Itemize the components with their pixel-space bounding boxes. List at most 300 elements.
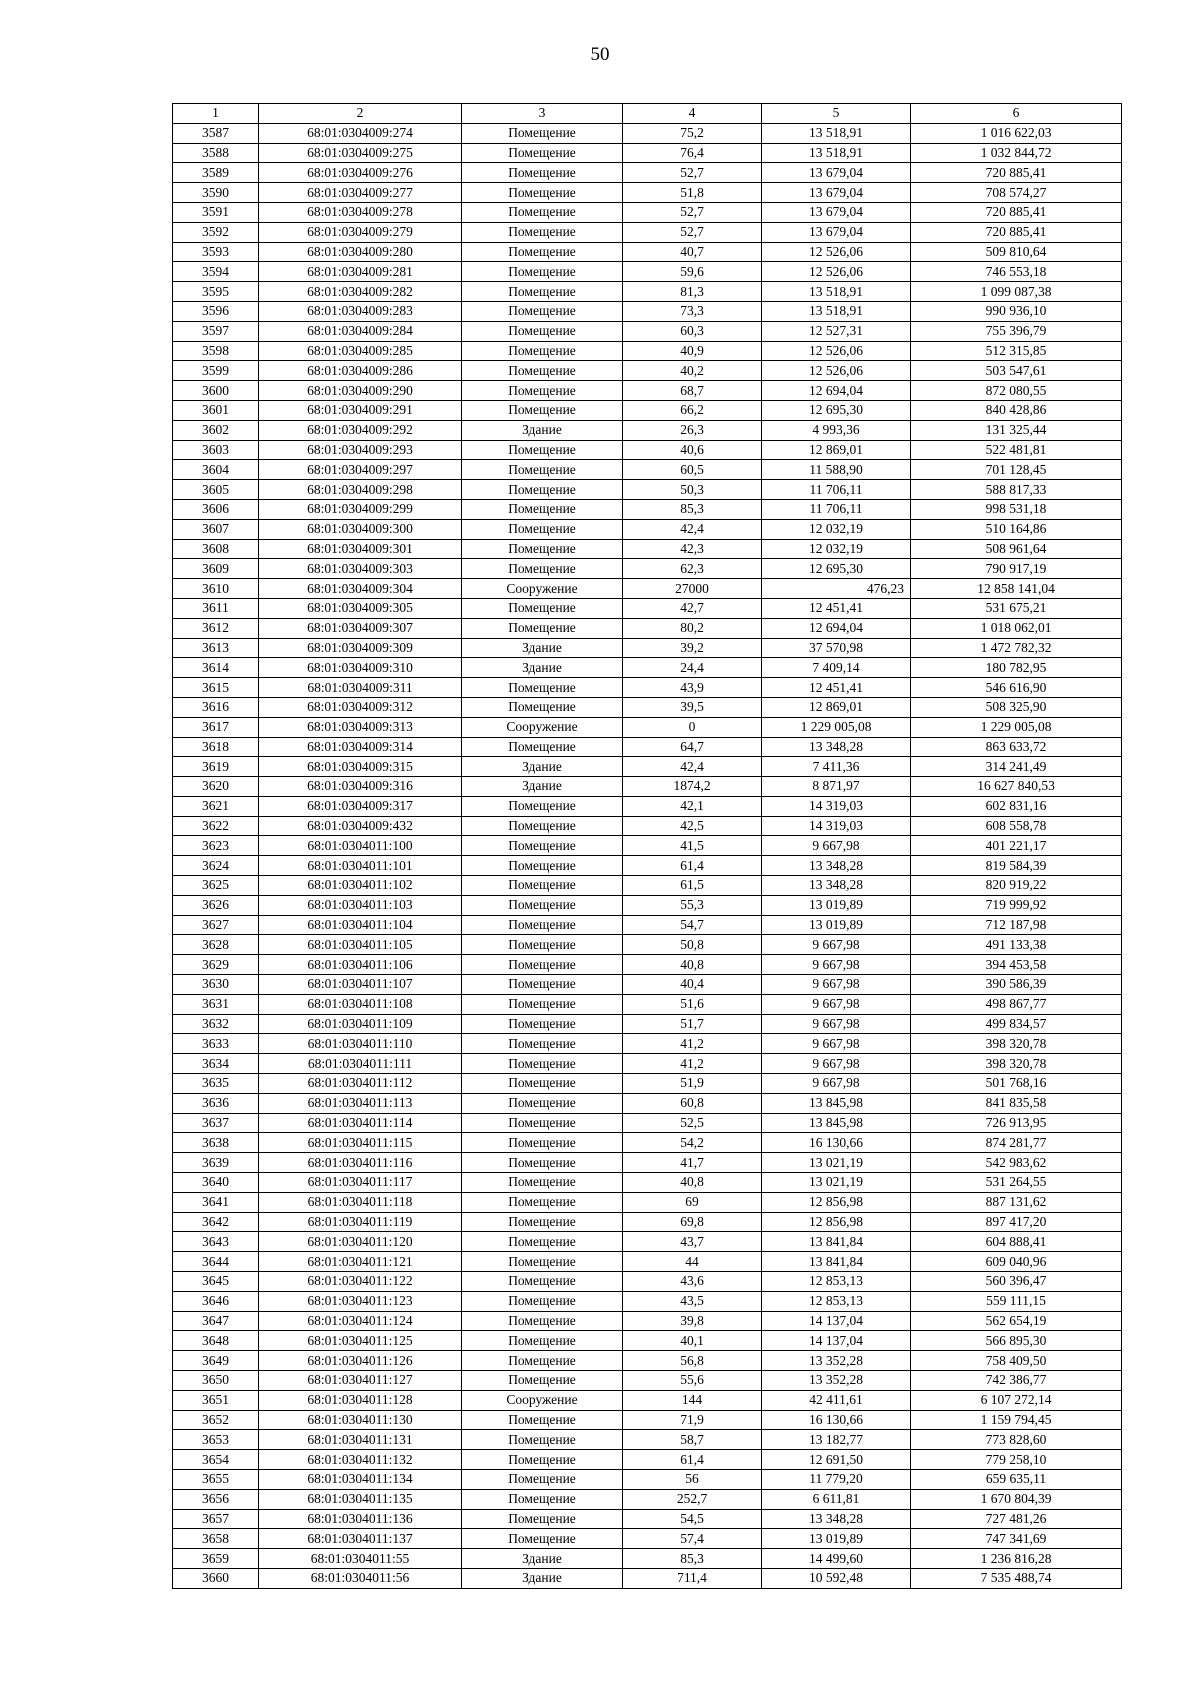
- unit-value-cell: 12 451,41: [762, 678, 911, 698]
- object-type-cell: Помещение: [462, 1034, 623, 1054]
- table-row: [173, 697, 1122, 717]
- unit-value-cell: 13 518,91: [762, 282, 911, 302]
- object-type-cell: Помещение: [462, 895, 623, 915]
- object-type-cell: Помещение: [462, 519, 623, 539]
- cadastral-value-cell: 720 885,41: [911, 163, 1122, 183]
- unit-value-cell: 12 856,98: [762, 1192, 911, 1212]
- row-number-cell: 3604: [173, 460, 259, 480]
- unit-value-cell: 9 667,98: [762, 935, 911, 955]
- table-row: [173, 1054, 1122, 1074]
- area-cell: 40,1: [623, 1331, 762, 1351]
- row-number-cell: 3607: [173, 519, 259, 539]
- table-row: [173, 1291, 1122, 1311]
- unit-value-cell: 12 032,19: [762, 519, 911, 539]
- row-number-cell: 3658: [173, 1529, 259, 1549]
- object-type-cell: Помещение: [462, 876, 623, 896]
- cadastral-number-cell: 68:01:0304009:290: [259, 381, 462, 401]
- table-row: [173, 1430, 1122, 1450]
- cadastral-value-cell: 499 834,57: [911, 1014, 1122, 1034]
- cadastral-number-cell: 68:01:0304009:298: [259, 480, 462, 500]
- unit-value-cell: 7 411,36: [762, 757, 911, 777]
- cadastral-number-cell: 68:01:0304009:299: [259, 499, 462, 519]
- object-type-cell: Помещение: [462, 1430, 623, 1450]
- area-cell: 60,3: [623, 321, 762, 341]
- area-cell: 43,5: [623, 1291, 762, 1311]
- area-cell: 42,5: [623, 816, 762, 836]
- object-type-cell: Здание: [462, 420, 623, 440]
- object-type-cell: Помещение: [462, 1331, 623, 1351]
- area-cell: 40,4: [623, 975, 762, 995]
- cadastral-number-cell: 68:01:0304011:102: [259, 876, 462, 896]
- cadastral-value-cell: 874 281,77: [911, 1133, 1122, 1153]
- unit-value-cell: 13 518,91: [762, 143, 911, 163]
- cadastral-number-cell: 68:01:0304011:127: [259, 1371, 462, 1391]
- area-cell: 40,9: [623, 341, 762, 361]
- object-type-cell: Помещение: [462, 1469, 623, 1489]
- area-cell: 40,2: [623, 361, 762, 381]
- area-cell: 144: [623, 1390, 762, 1410]
- cadastral-value-cell: 1 472 782,32: [911, 638, 1122, 658]
- unit-value-cell: 12 032,19: [762, 539, 911, 559]
- cadastral-number-cell: 68:01:0304009:310: [259, 658, 462, 678]
- unit-value-cell: 12 527,31: [762, 321, 911, 341]
- cadastral-number-cell: 68:01:0304009:277: [259, 183, 462, 203]
- row-number-cell: 3638: [173, 1133, 259, 1153]
- cadastral-number-cell: 68:01:0304011:135: [259, 1489, 462, 1509]
- area-cell: 51,7: [623, 1014, 762, 1034]
- unit-value-cell: 7 409,14: [762, 658, 911, 678]
- unit-value-cell: 12 869,01: [762, 697, 911, 717]
- row-number-cell: 3644: [173, 1252, 259, 1272]
- row-number-cell: 3657: [173, 1509, 259, 1529]
- unit-value-cell: 11 706,11: [762, 480, 911, 500]
- object-type-cell: Помещение: [462, 1173, 623, 1193]
- cadastral-value-cell: 720 885,41: [911, 222, 1122, 242]
- cadastral-number-cell: 68:01:0304011:112: [259, 1074, 462, 1094]
- column-header-6: 6: [911, 104, 1122, 124]
- unit-value-cell: 12 691,50: [762, 1450, 911, 1470]
- object-type-cell: Помещение: [462, 1113, 623, 1133]
- area-cell: 61,5: [623, 876, 762, 896]
- object-type-cell: Помещение: [462, 816, 623, 836]
- table-row: [173, 282, 1122, 302]
- cadastral-number-cell: 68:01:0304011:104: [259, 915, 462, 935]
- area-cell: 69: [623, 1192, 762, 1212]
- cadastral-value-cell: 1 018 062,01: [911, 618, 1122, 638]
- object-type-cell: Помещение: [462, 1489, 623, 1509]
- row-number-cell: 3645: [173, 1272, 259, 1292]
- area-cell: 62,3: [623, 559, 762, 579]
- cadastral-value-cell: 390 586,39: [911, 975, 1122, 995]
- cadastral-number-cell: 68:01:0304011:119: [259, 1212, 462, 1232]
- object-type-cell: Помещение: [462, 440, 623, 460]
- table-row: [173, 301, 1122, 321]
- cadastral-number-cell: 68:01:0304009:281: [259, 262, 462, 282]
- table-row: [173, 1450, 1122, 1470]
- object-type-cell: Помещение: [462, 1232, 623, 1252]
- cadastral-value-cell: 531 675,21: [911, 598, 1122, 618]
- table-row: [173, 1212, 1122, 1232]
- table-row: [173, 1153, 1122, 1173]
- row-number-cell: 3625: [173, 876, 259, 896]
- object-type-cell: Помещение: [462, 737, 623, 757]
- row-number-cell: 3590: [173, 183, 259, 203]
- object-type-cell: Помещение: [462, 1529, 623, 1549]
- area-cell: 59,6: [623, 262, 762, 282]
- unit-value-cell: 9 667,98: [762, 955, 911, 975]
- row-number-cell: 3633: [173, 1034, 259, 1054]
- object-type-cell: Помещение: [462, 1192, 623, 1212]
- row-number-cell: 3652: [173, 1410, 259, 1430]
- object-type-cell: Помещение: [462, 935, 623, 955]
- cadastral-number-cell: 68:01:0304011:126: [259, 1351, 462, 1371]
- cadastral-value-cell: 131 325,44: [911, 420, 1122, 440]
- cadastral-number-cell: 68:01:0304011:128: [259, 1390, 462, 1410]
- unit-value-cell: 13 679,04: [762, 183, 911, 203]
- area-cell: 42,3: [623, 539, 762, 559]
- row-number-cell: 3631: [173, 994, 259, 1014]
- area-cell: 50,3: [623, 480, 762, 500]
- table-row: [173, 202, 1122, 222]
- row-number-cell: 3643: [173, 1232, 259, 1252]
- object-type-cell: Здание: [462, 1568, 623, 1588]
- cadastral-value-cell: 510 164,86: [911, 519, 1122, 539]
- cadastral-number-cell: 68:01:0304009:283: [259, 301, 462, 321]
- unit-value-cell: 9 667,98: [762, 1014, 911, 1034]
- table-row: [173, 1272, 1122, 1292]
- object-type-cell: Помещение: [462, 242, 623, 262]
- cadastral-value-cell: 820 919,22: [911, 876, 1122, 896]
- object-type-cell: Помещение: [462, 1093, 623, 1113]
- table-row: [173, 460, 1122, 480]
- cadastral-value-cell: 566 895,30: [911, 1331, 1122, 1351]
- cadastral-number-cell: 68:01:0304009:313: [259, 717, 462, 737]
- cadastral-value-cell: 394 453,58: [911, 955, 1122, 975]
- unit-value-cell: 16 130,66: [762, 1410, 911, 1430]
- area-cell: 50,8: [623, 935, 762, 955]
- cadastral-number-cell: 68:01:0304011:109: [259, 1014, 462, 1034]
- row-number-cell: 3622: [173, 816, 259, 836]
- cadastral-value-cell: 180 782,95: [911, 658, 1122, 678]
- cadastral-value-cell: 779 258,10: [911, 1450, 1122, 1470]
- cadastral-value-cell: 560 396,47: [911, 1272, 1122, 1292]
- table-row: [173, 1014, 1122, 1034]
- page-number: 50: [590, 44, 610, 65]
- object-type-cell: Помещение: [462, 123, 623, 143]
- unit-value-cell: 12 695,30: [762, 400, 911, 420]
- column-number-row: [173, 104, 1122, 124]
- row-number-cell: 3627: [173, 915, 259, 935]
- row-number-cell: 3615: [173, 678, 259, 698]
- cadastral-number-cell: 68:01:0304009:307: [259, 618, 462, 638]
- row-number-cell: 3651: [173, 1390, 259, 1410]
- column-header-5: 5: [762, 104, 911, 124]
- row-number-cell: 3629: [173, 955, 259, 975]
- area-cell: 68,7: [623, 381, 762, 401]
- area-cell: 40,7: [623, 242, 762, 262]
- cadastral-value-cell: 542 983,62: [911, 1153, 1122, 1173]
- cadastral-number-cell: 68:01:0304009:311: [259, 678, 462, 698]
- cadastral-value-cell: 1 099 087,38: [911, 282, 1122, 302]
- cadastral-value-cell: 609 040,96: [911, 1252, 1122, 1272]
- unit-value-cell: 13 845,98: [762, 1113, 911, 1133]
- object-type-cell: Помещение: [462, 1133, 623, 1153]
- cadastral-value-cell: 1 236 816,28: [911, 1549, 1122, 1569]
- object-type-cell: Помещение: [462, 301, 623, 321]
- area-cell: 64,7: [623, 737, 762, 757]
- cadastral-number-cell: 68:01:0304009:304: [259, 579, 462, 599]
- area-cell: 51,9: [623, 1074, 762, 1094]
- table-row: [173, 519, 1122, 539]
- object-type-cell: Помещение: [462, 1252, 623, 1272]
- area-cell: 54,5: [623, 1509, 762, 1529]
- table-row: [173, 777, 1122, 797]
- table-row: [173, 1568, 1122, 1588]
- cadastral-value-cell: 509 810,64: [911, 242, 1122, 262]
- cadastral-number-cell: 68:01:0304011:124: [259, 1311, 462, 1331]
- object-type-cell: Помещение: [462, 678, 623, 698]
- cadastral-value-cell: 790 917,19: [911, 559, 1122, 579]
- cadastral-value-table: [172, 103, 1122, 1589]
- table-row: [173, 579, 1122, 599]
- unit-value-cell: 9 667,98: [762, 994, 911, 1014]
- cadastral-number-cell: 68:01:0304009:432: [259, 816, 462, 836]
- cadastral-number-cell: 68:01:0304009:312: [259, 697, 462, 717]
- area-cell: 42,4: [623, 519, 762, 539]
- table-row: [173, 242, 1122, 262]
- row-number-cell: 3605: [173, 480, 259, 500]
- table-row: [173, 1529, 1122, 1549]
- cadastral-value-cell: 602 831,16: [911, 796, 1122, 816]
- column-header-4: 4: [623, 104, 762, 124]
- unit-value-cell: 13 679,04: [762, 222, 911, 242]
- object-type-cell: Помещение: [462, 499, 623, 519]
- cadastral-number-cell: 68:01:0304011:116: [259, 1153, 462, 1173]
- row-number-cell: 3654: [173, 1450, 259, 1470]
- area-cell: 52,5: [623, 1113, 762, 1133]
- area-cell: 60,5: [623, 460, 762, 480]
- cadastral-value-cell: 398 320,78: [911, 1034, 1122, 1054]
- table-row: [173, 1390, 1122, 1410]
- cadastral-value-cell: 531 264,55: [911, 1173, 1122, 1193]
- area-cell: 1874,2: [623, 777, 762, 797]
- area-cell: 51,8: [623, 183, 762, 203]
- area-cell: 711,4: [623, 1568, 762, 1588]
- object-type-cell: Сооружение: [462, 717, 623, 737]
- cadastral-value-cell: 708 574,27: [911, 183, 1122, 203]
- unit-value-cell: 9 667,98: [762, 1074, 911, 1094]
- cadastral-number-cell: 68:01:0304009:300: [259, 519, 462, 539]
- cadastral-number-cell: 68:01:0304009:279: [259, 222, 462, 242]
- unit-value-cell: 9 667,98: [762, 836, 911, 856]
- cadastral-number-cell: 68:01:0304009:309: [259, 638, 462, 658]
- cadastral-value-cell: 872 080,55: [911, 381, 1122, 401]
- row-number-cell: 3611: [173, 598, 259, 618]
- cadastral-value-cell: 508 325,90: [911, 697, 1122, 717]
- row-number-cell: 3591: [173, 202, 259, 222]
- row-number-cell: 3594: [173, 262, 259, 282]
- table-row: [173, 1113, 1122, 1133]
- area-cell: 61,4: [623, 856, 762, 876]
- area-cell: 27000: [623, 579, 762, 599]
- table-row: [173, 1371, 1122, 1391]
- unit-value-cell: 12 853,13: [762, 1291, 911, 1311]
- object-type-cell: Помещение: [462, 262, 623, 282]
- object-type-cell: Помещение: [462, 202, 623, 222]
- cadastral-value-cell: 16 627 840,53: [911, 777, 1122, 797]
- object-type-cell: Помещение: [462, 1291, 623, 1311]
- table-row: [173, 222, 1122, 242]
- unit-value-cell: 10 592,48: [762, 1568, 911, 1588]
- row-number-cell: 3608: [173, 539, 259, 559]
- area-cell: 71,9: [623, 1410, 762, 1430]
- cadastral-value-cell: 559 111,15: [911, 1291, 1122, 1311]
- object-type-cell: Помещение: [462, 994, 623, 1014]
- cadastral-number-cell: 68:01:0304009:286: [259, 361, 462, 381]
- cadastral-number-cell: 68:01:0304011:137: [259, 1529, 462, 1549]
- row-number-cell: 3649: [173, 1351, 259, 1371]
- table-row: [173, 757, 1122, 777]
- area-cell: 60,8: [623, 1093, 762, 1113]
- unit-value-cell: 14 137,04: [762, 1331, 911, 1351]
- area-cell: 56: [623, 1469, 762, 1489]
- object-type-cell: Здание: [462, 777, 623, 797]
- object-type-cell: Здание: [462, 757, 623, 777]
- unit-value-cell: 13 679,04: [762, 163, 911, 183]
- area-cell: 81,3: [623, 282, 762, 302]
- cadastral-value-cell: 659 635,11: [911, 1469, 1122, 1489]
- object-type-cell: Помещение: [462, 1272, 623, 1292]
- area-cell: 40,6: [623, 440, 762, 460]
- unit-value-cell: 37 570,98: [762, 638, 911, 658]
- area-cell: 0: [623, 717, 762, 737]
- row-number-cell: 3635: [173, 1074, 259, 1094]
- cadastral-number-cell: 68:01:0304011:125: [259, 1331, 462, 1351]
- cadastral-number-cell: 68:01:0304011:122: [259, 1272, 462, 1292]
- unit-value-cell: 13 845,98: [762, 1093, 911, 1113]
- unit-value-cell: 9 667,98: [762, 1034, 911, 1054]
- area-cell: 54,7: [623, 915, 762, 935]
- table-row: [173, 123, 1122, 143]
- row-number-cell: 3659: [173, 1549, 259, 1569]
- unit-value-cell: 12 856,98: [762, 1212, 911, 1232]
- cadastral-number-cell: 68:01:0304011:123: [259, 1291, 462, 1311]
- table-row: [173, 975, 1122, 995]
- table-row: [173, 1469, 1122, 1489]
- cadastral-value-cell: 503 547,61: [911, 361, 1122, 381]
- unit-value-cell: 13 518,91: [762, 123, 911, 143]
- cadastral-number-cell: 68:01:0304009:301: [259, 539, 462, 559]
- object-type-cell: Помещение: [462, 975, 623, 995]
- unit-value-cell: 8 871,97: [762, 777, 911, 797]
- table-row: [173, 1549, 1122, 1569]
- area-cell: 52,7: [623, 202, 762, 222]
- row-number-cell: 3639: [173, 1153, 259, 1173]
- object-type-cell: Помещение: [462, 955, 623, 975]
- cadastral-number-cell: 68:01:0304009:275: [259, 143, 462, 163]
- row-number-cell: 3642: [173, 1212, 259, 1232]
- object-type-cell: Помещение: [462, 183, 623, 203]
- unit-value-cell: 13 348,28: [762, 737, 911, 757]
- row-number-cell: 3616: [173, 697, 259, 717]
- table-row: [173, 143, 1122, 163]
- area-cell: 40,8: [623, 1173, 762, 1193]
- cadastral-number-cell: 68:01:0304009:282: [259, 282, 462, 302]
- unit-value-cell: 476,23: [762, 579, 911, 599]
- unit-value-cell: 13 021,19: [762, 1173, 911, 1193]
- row-number-cell: 3587: [173, 123, 259, 143]
- row-number-cell: 3601: [173, 400, 259, 420]
- cadastral-number-cell: 68:01:0304011:114: [259, 1113, 462, 1133]
- area-cell: 52,7: [623, 222, 762, 242]
- table-row: [173, 1192, 1122, 1212]
- cadastral-value-cell: 7 535 488,74: [911, 1568, 1122, 1588]
- cadastral-value-cell: 588 817,33: [911, 480, 1122, 500]
- object-type-cell: Помещение: [462, 1212, 623, 1232]
- cadastral-number-cell: 68:01:0304011:121: [259, 1252, 462, 1272]
- cadastral-value-cell: 726 913,95: [911, 1113, 1122, 1133]
- row-number-cell: 3646: [173, 1291, 259, 1311]
- table-row: [173, 321, 1122, 341]
- cadastral-value-cell: 401 221,17: [911, 836, 1122, 856]
- table-row: [173, 1093, 1122, 1113]
- area-cell: 43,6: [623, 1272, 762, 1292]
- unit-value-cell: 13 679,04: [762, 202, 911, 222]
- cadastral-number-cell: 68:01:0304011:103: [259, 895, 462, 915]
- row-number-cell: 3592: [173, 222, 259, 242]
- cadastral-number-cell: 68:01:0304009:276: [259, 163, 462, 183]
- cadastral-value-cell: 727 481,26: [911, 1509, 1122, 1529]
- area-cell: 40,8: [623, 955, 762, 975]
- object-type-cell: Помещение: [462, 282, 623, 302]
- cadastral-value-cell: 719 999,92: [911, 895, 1122, 915]
- cadastral-value-cell: 712 187,98: [911, 915, 1122, 935]
- cadastral-number-cell: 68:01:0304011:100: [259, 836, 462, 856]
- cadastral-number-cell: 68:01:0304009:293: [259, 440, 462, 460]
- cadastral-number-cell: 68:01:0304011:107: [259, 975, 462, 995]
- area-cell: 26,3: [623, 420, 762, 440]
- row-number-cell: 3655: [173, 1469, 259, 1489]
- cadastral-number-cell: 68:01:0304011:56: [259, 1568, 462, 1588]
- cadastral-number-cell: 68:01:0304011:106: [259, 955, 462, 975]
- row-number-cell: 3653: [173, 1430, 259, 1450]
- object-type-cell: Помещение: [462, 341, 623, 361]
- table-row: [173, 935, 1122, 955]
- cadastral-value-cell: 742 386,77: [911, 1371, 1122, 1391]
- row-number-cell: 3660: [173, 1568, 259, 1588]
- object-type-cell: Помещение: [462, 480, 623, 500]
- cadastral-value-cell: 819 584,39: [911, 856, 1122, 876]
- table-row: [173, 361, 1122, 381]
- unit-value-cell: 42 411,61: [762, 1390, 911, 1410]
- cadastral-number-cell: 68:01:0304009:303: [259, 559, 462, 579]
- cadastral-value-cell: 604 888,41: [911, 1232, 1122, 1252]
- area-cell: 55,6: [623, 1371, 762, 1391]
- table-row: [173, 1173, 1122, 1193]
- area-cell: 42,1: [623, 796, 762, 816]
- object-type-cell: Помещение: [462, 400, 623, 420]
- cadastral-number-cell: 68:01:0304009:274: [259, 123, 462, 143]
- unit-value-cell: 13 518,91: [762, 301, 911, 321]
- row-number-cell: 3656: [173, 1489, 259, 1509]
- unit-value-cell: 12 869,01: [762, 440, 911, 460]
- cadastral-number-cell: 68:01:0304011:111: [259, 1054, 462, 1074]
- unit-value-cell: 14 137,04: [762, 1311, 911, 1331]
- object-type-cell: Помещение: [462, 796, 623, 816]
- cadastral-value-cell: 758 409,50: [911, 1351, 1122, 1371]
- object-type-cell: Помещение: [462, 915, 623, 935]
- table-row: [173, 1252, 1122, 1272]
